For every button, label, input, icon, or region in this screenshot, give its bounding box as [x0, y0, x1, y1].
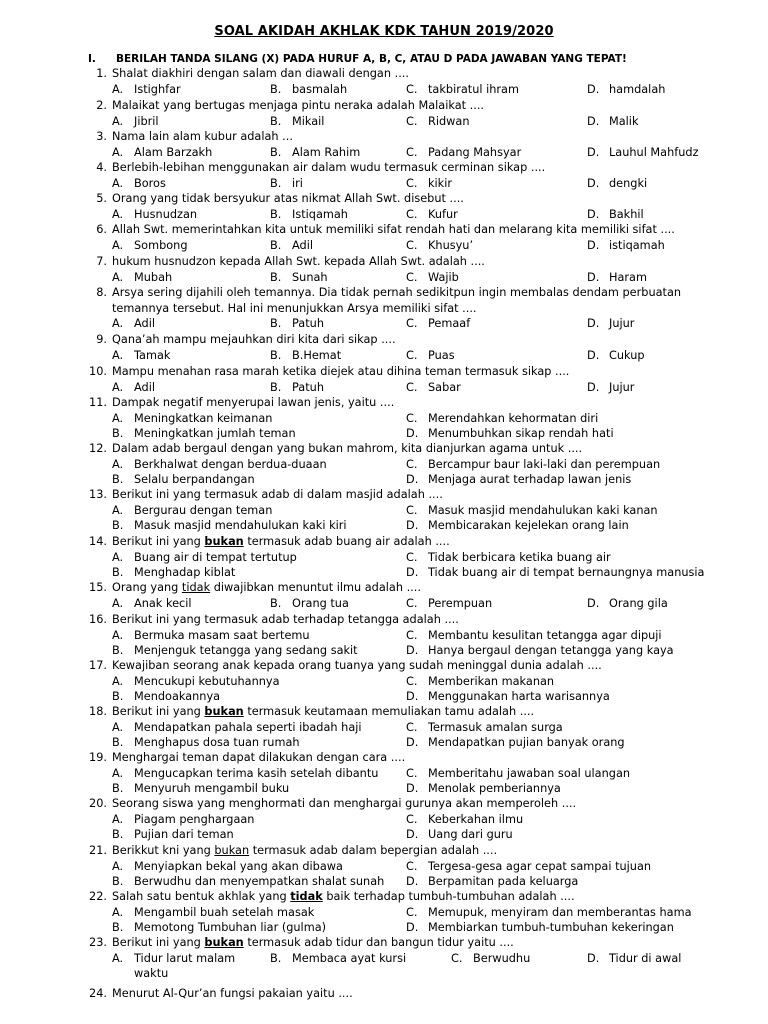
option-text: kikir: [428, 176, 453, 190]
option-text: Menggunakan harta warisannya: [428, 690, 610, 704]
option-letter: A.: [112, 550, 124, 564]
question-stem: Arsya sering dijahili oleh temannya. Dia tidak pernah sedikitpun ingin membalas dendam perbuatan: [112, 286, 682, 299]
option-letter: B.: [270, 270, 282, 284]
option-letter: B.: [270, 207, 282, 221]
option-letter: D.: [587, 951, 600, 965]
option-letter: A.: [112, 628, 124, 642]
option-text: Kufur: [428, 207, 458, 221]
question-stem: Mampu menahan rasa marah ketika diejek atau dihina teman termasuk sikap ....: [112, 365, 570, 378]
option-text: Bermuka masam saat bertemu: [134, 628, 310, 642]
option-letter: A.: [112, 503, 124, 517]
question-stem: Orang yang tidak bersyukur atas nikmat Allah Swt. disebut ....: [112, 192, 464, 205]
question-stem: Berikut ini yang bukan termasuk adab tidur dan bangun tidur yaitu ....: [112, 936, 514, 949]
section-number: I.: [88, 53, 96, 65]
option-text: Jujur: [609, 317, 635, 331]
option-letter: C.: [406, 628, 418, 642]
option-text: Tidur di awal: [609, 951, 682, 965]
question-number: 21.: [89, 844, 107, 857]
question-number: 20.: [89, 797, 107, 810]
option-text: Memberitahu jawaban soal ulangan: [428, 766, 631, 780]
option-text: Perempuan: [428, 596, 493, 610]
document-title: SOAL AKIDAH AKHLAK KDK TAHUN 2019/2020: [214, 24, 554, 39]
option-letter: A.: [112, 905, 124, 919]
question-number: 6.: [96, 223, 107, 236]
option-letter: D.: [406, 828, 419, 842]
option-text: Memotong Tumbuhan liar (gulma): [134, 921, 327, 935]
question-stem: Berikut ini yang termasuk adab terhadap tetangga adalah ....: [112, 613, 459, 626]
option-letter: B.: [270, 114, 282, 128]
option-letter: C.: [406, 114, 418, 128]
option-text: Menghapus dosa tuan rumah: [134, 736, 300, 750]
option-text: Tamak: [134, 348, 171, 362]
option-letter: C.: [406, 380, 418, 394]
question-stem: Shalat diakhiri dengan salam dan diawali dengan ....: [112, 67, 409, 80]
option-letter: D.: [406, 519, 419, 533]
option-text: Menjaga aurat terhadap lawan jenis: [428, 473, 632, 487]
option-letter: D.: [587, 114, 600, 128]
option-text: Boros: [134, 176, 166, 190]
question-number: 22.: [89, 890, 107, 903]
option-letter: A.: [112, 720, 124, 734]
option-letter: C.: [406, 145, 418, 159]
question-stem: Berikut ini yang bukan termasuk keutamaan memuliakan tamu adalah ....: [112, 705, 535, 718]
option-letter: D.: [587, 596, 600, 610]
option-text: Tidak buang air di tempat bernaungnya manusia: [428, 566, 705, 580]
option-text: Berpamitan pada keluarga: [428, 875, 579, 889]
option-text: Mendapatkan pujian banyak orang: [428, 736, 625, 750]
option-letter: A.: [112, 238, 124, 252]
option-letter: B.: [112, 690, 124, 704]
option-text: Istighfar: [134, 82, 181, 96]
option-text: Jibril: [134, 114, 159, 128]
option-text: Adil: [292, 238, 313, 252]
option-text: Mikail: [292, 114, 325, 128]
option-letter: B.: [112, 473, 124, 487]
option-letter: A.: [112, 674, 124, 688]
question-number: 12.: [89, 442, 107, 455]
option-text: Menyuruh mengambil buku: [134, 782, 290, 796]
option-text: Bakhil: [609, 207, 644, 221]
option-text: Wajib: [428, 270, 459, 284]
question-stem: Malaikat yang bertugas menjaga pintu neraka adalah Malaikat ....: [112, 99, 485, 112]
option-letter: C.: [406, 812, 418, 826]
option-letter: D.: [587, 176, 600, 190]
option-text: Sombong: [134, 238, 188, 252]
option-letter: A.: [112, 207, 124, 221]
question-number: 5.: [96, 192, 107, 205]
option-letter: B.: [270, 380, 282, 394]
option-letter: D.: [406, 782, 419, 796]
option-text: hamdalah: [609, 82, 666, 96]
option-text: Menghadap kiblat: [134, 566, 236, 580]
option-letter: D.: [406, 644, 419, 658]
option-text: Orang gila: [609, 596, 668, 610]
option-text: Pemaaf: [428, 317, 471, 331]
question-stem: Allah Swt. memerintahkan kita untuk memiliki sifat rendah hati dan melarang kita memiliki sifat ....: [112, 223, 675, 236]
option-text: Membicarakan kejelekan orang lain: [428, 519, 629, 533]
option-continuation: waktu: [134, 967, 169, 981]
option-letter: D.: [406, 875, 419, 889]
option-text: Mengucapkan terima kasih setelah dibantu: [134, 766, 379, 780]
option-letter: C.: [406, 207, 418, 221]
option-letter: B.: [112, 736, 124, 750]
option-letter: C.: [406, 238, 418, 252]
option-letter: D.: [587, 145, 600, 159]
option-letter: D.: [587, 238, 600, 252]
question-number: 16.: [89, 613, 107, 626]
option-letter: B.: [112, 644, 124, 658]
option-text: Termasuk amalan surga: [428, 720, 563, 734]
option-letter: B.: [270, 596, 282, 610]
option-letter: A.: [112, 317, 124, 331]
option-letter: B.: [112, 875, 124, 889]
option-letter: A.: [112, 114, 124, 128]
option-letter: C.: [406, 674, 418, 688]
option-text: Patuh: [292, 317, 324, 331]
option-letter: A.: [112, 348, 124, 362]
option-letter: A.: [112, 270, 124, 284]
question-number: 13.: [89, 488, 107, 501]
option-letter: D.: [587, 380, 600, 394]
question-number: 11.: [89, 396, 107, 409]
option-letter: D.: [406, 690, 419, 704]
option-text: Menumbuhkan sikap rendah hati: [428, 427, 614, 441]
option-letter: B.: [112, 828, 124, 842]
option-letter: D.: [587, 317, 600, 331]
option-letter: C.: [406, 720, 418, 734]
question-stem: Salah satu bentuk akhlak yang tidak baik terhadap tumbuh-tumbuhan adalah ....: [112, 890, 575, 903]
option-letter: C.: [406, 270, 418, 284]
option-text: Puas: [428, 348, 455, 362]
option-text: Menyiapkan bekal yang akan dibawa: [134, 859, 343, 873]
question-number: 7.: [96, 255, 107, 268]
option-letter: B.: [270, 951, 282, 965]
option-letter: C.: [406, 348, 418, 362]
option-letter: A.: [112, 457, 124, 471]
option-text: Padang Mahsyar: [428, 145, 522, 159]
option-text: Piagam penghargaan: [134, 812, 255, 826]
option-text: Lauhul Mahfudz: [609, 145, 699, 159]
option-text: Anak kecil: [134, 596, 192, 610]
question-stem: Berlebih-lebihan menggunakan air dalam wudu termasuk cerminan sikap ....: [112, 161, 546, 174]
option-text: Berwudhu dan menyempatkan shalat sunah: [134, 875, 385, 889]
option-text: Mendapatkan pahala seperti ibadah haji: [134, 720, 362, 734]
option-letter: B.: [112, 566, 124, 580]
option-text: dengki: [609, 176, 648, 190]
option-text: Meningkatkan keimanan: [134, 411, 273, 425]
question-stem: Menghargai teman dapat dilakukan dengan cara ....: [112, 751, 406, 764]
option-letter: A.: [112, 766, 124, 780]
option-letter: C.: [406, 503, 418, 517]
question-number: 19.: [89, 751, 107, 764]
option-letter: B.: [270, 238, 282, 252]
question-stem: Berikut ini yang termasuk adab di dalam masjid adalah ....: [112, 488, 443, 501]
option-letter: B.: [112, 921, 124, 935]
option-text: Adil: [134, 380, 155, 394]
question-stem: hukum husnudzon kepada Allah Swt. kepada Allah Swt. adalah ....: [112, 255, 485, 268]
option-letter: C.: [406, 82, 418, 96]
option-letter: C.: [406, 905, 418, 919]
option-text: Keberkahan ilmu: [428, 812, 524, 826]
option-letter: A.: [112, 411, 124, 425]
question-stem: Seorang siswa yang menghormati dan menghargai gurunya akan memperoleh ....: [112, 797, 577, 810]
option-text: basmalah: [292, 82, 348, 96]
option-letter: D.: [587, 82, 600, 96]
option-letter: D.: [406, 921, 419, 935]
option-text: takbiratul ihram: [428, 82, 519, 96]
option-letter: D.: [587, 270, 600, 284]
option-text: Bercampur baur laki-laki dan perempuan: [428, 457, 661, 471]
question-number: 23.: [89, 936, 107, 949]
question-number: 14.: [89, 535, 107, 548]
option-text: Jujur: [609, 380, 635, 394]
option-text: istiqamah: [609, 238, 665, 252]
option-letter: C.: [406, 317, 418, 331]
option-text: Memupuk, menyiram dan memberantas hama: [428, 905, 692, 919]
option-letter: A.: [112, 380, 124, 394]
option-letter: C.: [406, 766, 418, 780]
option-text: Merendahkan kehormatan diri: [428, 411, 599, 425]
option-text: Masuk masjid mendahulukan kaki kanan: [428, 503, 658, 517]
option-text: B.Hemat: [292, 348, 342, 362]
option-text: Buang air di tempat tertutup: [134, 550, 297, 564]
option-text: Sunah: [292, 270, 328, 284]
question-stem: Berikut ini yang bukan termasuk adab buang air adalah ....: [112, 535, 450, 548]
question-number: 8.: [96, 286, 107, 299]
option-text: Malik: [609, 114, 639, 128]
question-number: 4.: [96, 161, 107, 174]
option-text: Adil: [134, 317, 155, 331]
option-text: Selalu berpandangan: [134, 473, 255, 487]
option-letter: C.: [406, 411, 418, 425]
option-text: Uang dari guru: [428, 828, 513, 842]
question-stem: Dampak negatif menyerupai lawan jenis, yaitu ....: [112, 396, 395, 409]
option-letter: C.: [406, 550, 418, 564]
option-text: iri: [292, 176, 303, 190]
option-letter: B.: [270, 176, 282, 190]
option-text: Alam Rahim: [292, 145, 361, 159]
option-letter: A.: [112, 82, 124, 96]
option-letter: B.: [270, 145, 282, 159]
option-letter: A.: [112, 859, 124, 873]
option-letter: D.: [406, 736, 419, 750]
option-text: Tidur larut malam: [134, 951, 236, 965]
option-letter: A.: [112, 951, 124, 965]
question-stem: Nama lain alam kubur adalah ...: [112, 130, 293, 143]
option-letter: D.: [406, 566, 419, 580]
option-letter: C.: [406, 457, 418, 471]
option-letter: D.: [406, 427, 419, 441]
question-number: 17.: [89, 659, 107, 672]
question-number: 3.: [96, 130, 107, 143]
question-stem: Qana’ah mampu mejauhkan diri kita dari sikap ....: [112, 333, 396, 346]
option-text: Meningkatkan jumlah teman: [134, 427, 296, 441]
option-letter: B.: [112, 519, 124, 533]
option-text: Membiarkan tumbuh-tumbuhan kekeringan: [428, 921, 674, 935]
option-text: Cukup: [609, 348, 645, 362]
option-letter: A.: [112, 596, 124, 610]
option-text: Pujian dari teman: [134, 828, 234, 842]
option-text: Tergesa-gesa agar cepat sampai tujuan: [428, 859, 652, 873]
question-stem: Kewajiban seorang anak kepada orang tuanya yang sudah meninggal dunia adalah ....: [112, 659, 602, 672]
option-text: Berwudhu: [473, 951, 531, 965]
option-letter: B.: [112, 427, 124, 441]
option-letter: B.: [270, 348, 282, 362]
section-text: BERILAH TANDA SILANG (X) PADA HURUF A, B, C, ATAU D PADA JAWABAN YANG TEPAT!: [116, 53, 627, 65]
option-text: Ridwan: [428, 114, 470, 128]
option-text: Haram: [609, 270, 647, 284]
option-letter: C.: [406, 176, 418, 190]
option-letter: C.: [451, 951, 463, 965]
option-text: Membaca ayat kursi: [292, 951, 407, 965]
question-stem: Berikkut kni yang bukan termasuk adab dalam bepergian adalah ....: [112, 844, 498, 857]
question-number: 24.: [89, 987, 107, 1000]
question-number: 15.: [89, 581, 107, 594]
option-text: Bergurau dengan teman: [134, 503, 273, 517]
question-stem: temannya tersebut. Hal ini menunjukkan Arsya memiliki sifat ....: [112, 301, 477, 315]
question-number: 18.: [89, 705, 107, 718]
option-text: Berkhalwat dengan berdua-duaan: [134, 457, 327, 471]
option-text: Orang tua: [292, 596, 349, 610]
option-text: Patuh: [292, 380, 324, 394]
option-letter: B.: [112, 782, 124, 796]
option-text: Istiqamah: [292, 207, 348, 221]
option-letter: B.: [270, 317, 282, 331]
question-stem: Dalam adab bergaul dengan yang bukan mahrom, kita dianjurkan agama untuk ....: [112, 442, 583, 455]
option-text: Hanya bergaul dengan tetangga yang kaya: [428, 644, 674, 658]
question-number: 9.: [96, 333, 107, 346]
option-letter: D.: [406, 473, 419, 487]
question-number: 1.: [96, 67, 107, 80]
option-text: Tidak berbicara ketika buang air: [428, 550, 611, 564]
option-letter: C.: [406, 596, 418, 610]
option-letter: D.: [587, 348, 600, 362]
option-text: Mengambil buah setelah masak: [134, 905, 315, 919]
option-text: Khusyu’: [428, 238, 474, 252]
question-stem: Menurut Al-Qur’an fungsi pakaian yaitu ....: [112, 987, 353, 1000]
option-text: Mendoakannya: [134, 690, 221, 704]
option-letter: B.: [270, 82, 282, 96]
option-letter: A.: [112, 176, 124, 190]
option-text: Mencukupi kebutuhannya: [134, 674, 280, 688]
option-text: Mubah: [134, 270, 173, 284]
question-number: 10.: [89, 365, 107, 378]
option-text: Husnudzan: [134, 207, 198, 221]
option-text: Sabar: [428, 380, 461, 394]
option-text: Memberikan makanan: [428, 674, 555, 688]
option-text: Menjenguk tetangga yang sedang sakit: [134, 644, 358, 658]
option-letter: C.: [406, 859, 418, 873]
option-letter: A.: [112, 812, 124, 826]
question-stem: Orang yang tidak diwajibkan menuntut ilmu adalah ....: [112, 581, 421, 594]
question-number: 2.: [96, 99, 107, 112]
option-letter: D.: [587, 207, 600, 221]
option-text: Masuk masjid mendahulukan kaki kiri: [134, 519, 347, 533]
option-text: Alam Barzakh: [134, 145, 213, 159]
option-text: Menolak pemberiannya: [428, 782, 561, 796]
option-letter: A.: [112, 145, 124, 159]
option-text: Membantu kesulitan tetangga agar dipuji: [428, 628, 662, 642]
